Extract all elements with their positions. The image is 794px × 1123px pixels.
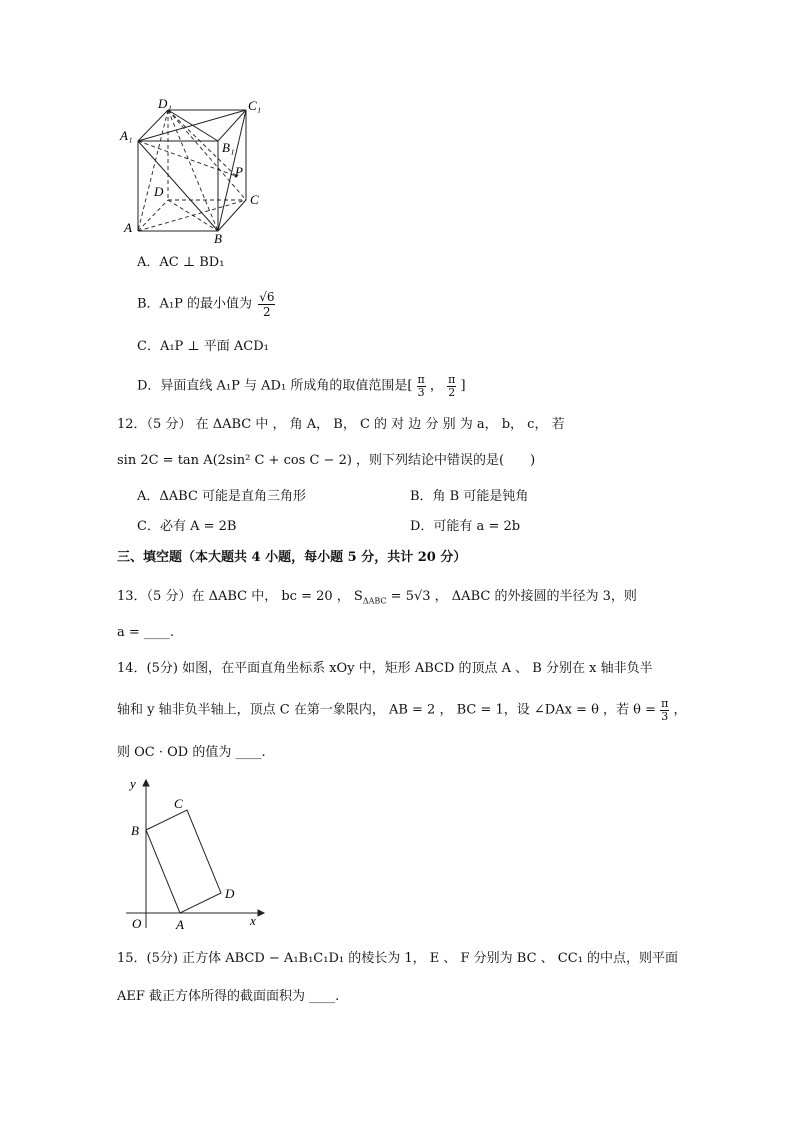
q14-line2 xyxy=(117,698,687,723)
separator: ， xyxy=(429,378,443,394)
q14-text: 轴和 y 轴非负半轴上，顶点 C 在第一象限内， AB = 2 ， BC = 1，设 ∠DAx = θ ，若 θ = xyxy=(117,702,657,718)
section-title: 三、填空题（本大题共 4 小题，每小题 5 分，共计 20 分） xyxy=(117,550,467,565)
label-O: O xyxy=(132,916,142,931)
q13-line1 xyxy=(117,588,637,611)
label-C: C xyxy=(250,192,259,207)
q13-subscript: ΔABC xyxy=(362,596,387,606)
q13-text: 13．（5 分）在 ΔABC 中， bc = 20 ， S xyxy=(117,589,363,604)
frac-den: 2 xyxy=(263,305,271,319)
q12-line1: 12．（5 分） 在 ΔABC 中 ， 角 A， B， C 的 对 边 分 别 为 a， b， c， 若 xyxy=(117,417,565,432)
label-A: A xyxy=(124,220,132,235)
frac-num: π xyxy=(448,373,456,386)
q11-option-b xyxy=(137,290,275,319)
q11-option-d xyxy=(137,374,466,399)
frac-den: 2 xyxy=(448,386,456,399)
fraction-pi-3 xyxy=(660,698,669,723)
q15-line2: AEF 截正方体所得的截面面积为 ____. xyxy=(117,989,340,1004)
frac-num: √6 xyxy=(259,290,275,304)
q12-option-d: D．可能有 a = 2b xyxy=(410,519,521,534)
axis-label-y: y xyxy=(130,776,136,791)
q11-option-b-fraction xyxy=(258,290,275,319)
coordinate-figure xyxy=(118,772,268,934)
label-C1: C₁ xyxy=(248,98,262,113)
label-D1: D₁ xyxy=(158,96,172,111)
q11-option-a: A．AC ⊥ BD₁ xyxy=(137,255,225,270)
q11-option-b-text: B．A₁P 的最小值为 xyxy=(137,296,253,312)
label-D: D xyxy=(154,184,164,199)
q13-line2: a = ____. xyxy=(117,625,175,640)
label-P: P xyxy=(235,164,243,179)
axis-label-x: x xyxy=(250,913,256,928)
label-B: B xyxy=(214,231,222,244)
q12-option-b: B．角 B 可能是钝角 xyxy=(410,489,529,504)
q11-option-c: C．A₁P ⊥ 平面 ACD₁ xyxy=(137,339,269,354)
frac-num: π xyxy=(417,373,425,386)
frac-den: 3 xyxy=(417,386,425,399)
label-B: B xyxy=(131,823,139,838)
fraction-pi-3 xyxy=(417,374,426,399)
label-B1: B₁ xyxy=(222,140,235,155)
q12-option-a: A．ΔABC 可能是直角三角形 xyxy=(137,489,307,504)
q14-text-end: ， xyxy=(673,702,687,718)
label-A: A xyxy=(176,917,184,932)
frac-den: 3 xyxy=(661,710,669,723)
q14-line3: 则 OC · OD 的值为 ____. xyxy=(117,745,266,760)
label-A1: A₁ xyxy=(120,128,133,143)
q12-line2: sin 2C = tan A(2sin² C + cos C − 2) ，则下列结论中错误的是( ) xyxy=(117,453,536,468)
bracket-close: ] xyxy=(460,378,466,394)
label-D: D xyxy=(225,886,235,901)
q12-option-c: C．必有 A = 2B xyxy=(137,519,237,534)
q15-line1: 15．(5分) 正方体 ABCD − A₁B₁C₁D₁ 的棱长为 1， E 、 F 分别为 BC 、 CC₁ 的中点，则平面 xyxy=(117,951,679,966)
fraction-pi-2 xyxy=(447,374,456,399)
q14-line1: 14．(5分) 如图，在平面直角坐标系 xOy 中，矩形 ABCD 的顶点 A 、 B 分别在 x 轴非负半 xyxy=(117,661,653,676)
q13-text-rest: = 5√3 ， ΔABC 的外接圆的半径为 3，则 xyxy=(386,589,637,604)
cube-figure xyxy=(118,96,278,244)
q11-option-d-text: D．异面直线 A₁P 与 AD₁ 所成角的取值范围是[ xyxy=(137,378,413,394)
label-C: C xyxy=(174,796,183,811)
frac-num: π xyxy=(661,697,669,710)
